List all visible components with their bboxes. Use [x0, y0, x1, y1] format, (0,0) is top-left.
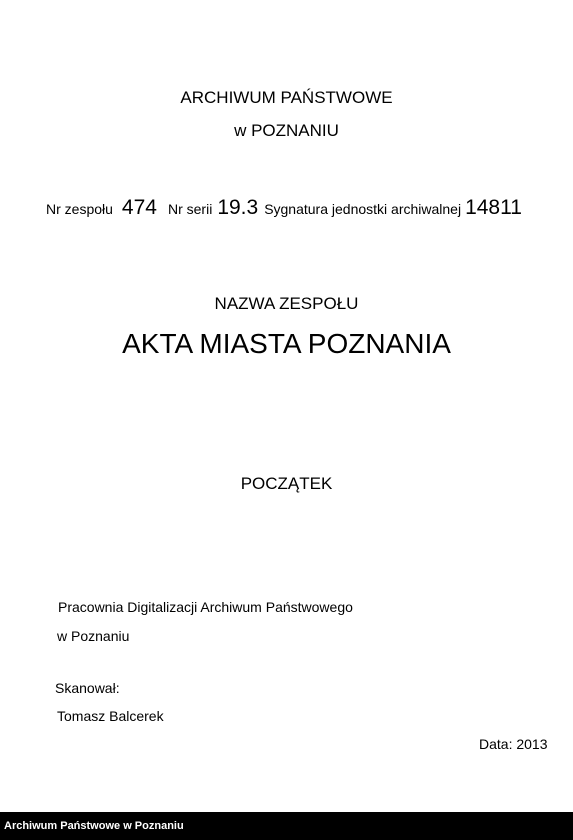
scanned-by-name: Tomasz Balcerek: [57, 708, 164, 724]
date-line: [479, 736, 548, 752]
start-marker: POCZĄTEK: [240, 474, 333, 493]
fonds-number-label: Nr zespołu: [46, 201, 113, 217]
studio-line-2: w Poznaniu: [57, 628, 130, 644]
scanned-by-label: Skanował:: [55, 680, 120, 696]
date-value: 2013: [516, 736, 548, 752]
studio-line-1: Pracownia Digitalizacji Archiwum Państwowego: [58, 599, 353, 615]
identifiers-line: [46, 196, 522, 220]
fonds-name-label: NAZWA ZESPOŁU: [214, 294, 359, 313]
series-number: 19.3: [217, 196, 259, 219]
footer-text: Archiwum Państwowe w Poznaniu: [4, 820, 184, 832]
fonds-name: AKTA MIASTA POZNANIA: [122, 328, 451, 359]
archive-city: w POZNANIU: [234, 121, 339, 140]
signature-label: Sygnatura jednostki archiwalnej: [264, 201, 462, 217]
series-number-label: Nr serii: [167, 201, 213, 217]
signature-number: 14811: [465, 196, 522, 219]
footer-bar: [0, 812, 573, 840]
archive-name: ARCHIWUM PAŃSTWOWE: [180, 88, 393, 107]
fonds-number: 474: [121, 196, 157, 219]
date-label: Data:: [479, 736, 513, 752]
